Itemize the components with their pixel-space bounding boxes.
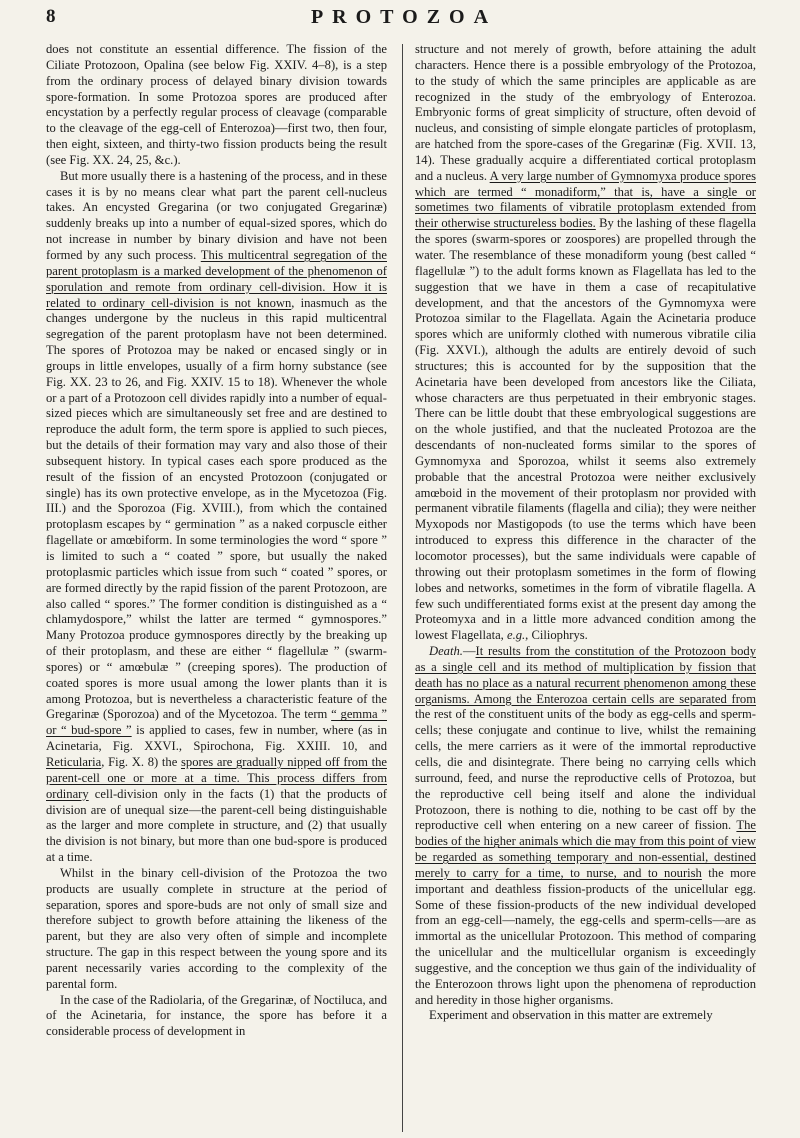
underlined-text: The bodies of the higher animals which die may from this point of view be regarded as something temporary and non-essential, destined merely to carry for a time, to nurse, and to nourish <box>415 818 756 880</box>
paragraph <box>46 42 387 169</box>
text-run: the rest of the constituent units of the body as egg-cells and sperm-cells; these conjugate and continue to live, whilst the remaining cells, the mere carriers as it were of the immortal reproductive cells, die and disintegrate. There being no carrying cells which surround, feed, and nurse the reproductive cells of Protozoa, but the reproductive cell being itself and alone the individual Protozoon, there is nothing to die, nothing to be cast off by the reproductive cell when entering on a new career of fission. <box>415 707 756 833</box>
text-run: — <box>462 644 476 659</box>
paragraph <box>46 993 387 1041</box>
text-run: Whilst in the binary cell-division of the Protozoa the two products are usually complete in structure at the period of separation, spores and spore-buds are not only of small size and therefore subject to growth before attaining the likeness of the parent, but they are also very often of simple and incomplete structure. The gap in this respect between the young spore and its parent necessarily varies according to the complexity of the parental form. <box>46 865 387 991</box>
left-column <box>46 42 387 1132</box>
text-run: , Ciliophrys. <box>525 628 588 643</box>
text-run: , Fig. X. 8) the <box>101 754 182 769</box>
text-run: structure and not merely of growth, before attaining the adult characters. Hence there is a possible embryology of the Protozoa, to the study of which the same principles are applicable as are recognized in the study of the embryology of Enterozoa. Embryonic forms of great simplicity of structure, often devoid of nucleus, and consisting of simple elongate particles of protoplasm, are hatched from the spore-cases of the Gregarinæ (Fig. XVII. 13, 14). These gradually acquire a differentiated cortical protoplasm and a nucleus. <box>415 42 756 183</box>
paragraph <box>46 866 387 993</box>
underlined-text: A very large number of Gymnomyxa produce spores which are termed “ monadiform,” that is, have a single or sometimes two filaments of vibratile protoplasm extended from their otherwise structureless bodies. <box>415 168 756 231</box>
paragraph <box>415 42 756 644</box>
text-run: the more important and deathless fission-products of the unicellular egg. Some of these fission-products of the new individual developed from an egg-cell—namely, the egg-cells and sperm-cells—are as immortal as the unicellular Protozoon. This method of comparing the unicellular and the multicellular organism is exceedingly suggestive, and the conception we thus gain of the individuality of the Enterozoon throws light upon the phenomena of reproduction and heredity in those higher organisms. <box>415 865 756 1007</box>
underlined-text: “ gemma ” or “ bud-spore ” <box>46 707 387 738</box>
text-run: But more usually there is a hastening of the process, and in these cases it is by no means clear what part the parent cell-nucleus takes. An encysted Gregarina (or two conjugated Gregarinæ) suddenly breaks up into a number of equal-sized spores, which do not increase in number by binary division and have not been formed by any such process. <box>46 168 387 262</box>
text-run: By the lashing of these flagella the spores (swarm-spores or zoospores) are propelled through the water. The resemblance of these monadiform young (best called “ flagellulæ ”) to the adult forms known as Flagellata has led to the suggestion that we have in them a case of recapitulative development, and that the ancestors of the Gymnomyxa were Protozoa similar to the Flagellata. Again the Acinetaria produce spores which are uniformly clothed with numerous vibratile cilia (Fig. XXVI.), although the adults are entirely devoid of such structures; this is accounted for by the supposition that the Acinetaria have been developed from ancestors like the Ciliata, whose characters are thus perpetuated in their embryonic stages. There can be little doubt that these embryological suggestions are on the whole justified, and that the nucleated Protozoa are the descendants of non-nucleated forms similar to the spores of Gymnomyxa and Sporozoa, whilst it seems also extremely probable that the ancestral Protozoa were neither exclusively amœboid in the movement of their protoplasm nor provided with permanent vibratile filaments (flagella and cilia); they were neither Myxopods nor Mastigopods (to use the terms which have been introduced to express this difference in the character of the locomotor processes), but the same individuals were capable of throwing out their protoplasm sometimes in the form of flowing lobes and networks, sometimes in the form of vibratile flagella. A few such undifferentiated forms exist at the present day among the Proteomyxa and in a little more advanced condition among the lowest Flagellata, <box>415 216 756 643</box>
page-header <box>46 6 762 34</box>
paragraph <box>46 169 387 866</box>
section-lead: Death. <box>429 644 463 659</box>
text-run: In the case of the Radiolaria, of the Gregarinæ, of Noctiluca, and of the Acinetaria, for instance, the spore has before it a considerable process of development in <box>46 992 387 1039</box>
right-column <box>415 42 756 1132</box>
running-title: PROTOZOA <box>310 6 498 28</box>
underlined-text: spores are gradually nipped off from the parent-cell one or more at a time. This process differs from ordinary <box>46 754 387 801</box>
text-run: is applied to cases, few in number, where (as in Acinetaria, Fig. XXVI., Spirochona, Fig. XXIII. 10, and <box>46 723 387 754</box>
text-run: cell-division only in the facts (1) that the products of division are of unequal size—the parent-cell being distinguishable as the larger and more complete in structure, and (2) that usually the division is not binary, but more than one bud-spore is produced at a time. <box>46 786 387 865</box>
underlined-text: It results from the constitution of the Protozoon body as a single cell and its method of multiplication by fission that death has no place as a natural recurrent phenomenon among these organisms. Among the Enterozoa certain cells are separated from <box>415 644 756 706</box>
column-divider <box>402 44 403 1132</box>
paragraph <box>415 1008 756 1024</box>
underlined-text: This multicentral segregation of the parent protoplasm is a marked development of the phenomenon of sporulation and remote from ordinary cell-division. How it is related to ordinary cell-division is not known <box>46 247 387 310</box>
page-number: 8 <box>46 6 56 27</box>
underlined-text: Reticularia <box>46 754 102 769</box>
text-run: Experiment and observation in this matter are extremely <box>429 1008 713 1023</box>
text-run: does not constitute an essential difference. The fission of the Ciliate Protozoon, Opalina (see below Fig. XXIV. 4–8), is a step from the ordinary process of delayed binary division towards spore-formation. In some Protozoa spores are produced after encystation by a perfectly regular process of cleavage (comparable to the cleavage of the egg-cell of Enterozoa)—first two, then four, then eight, sixteen, and thirty-two fission products being the result (see Fig. XX. 24, 25, &c.). <box>46 42 387 167</box>
italic-text: e.g. <box>506 628 526 643</box>
paragraph <box>415 644 756 1008</box>
text-run: , inasmuch as the changes undergone by the nucleus in this rapid multicentral segregation of the parent protoplasm have not been determined. The spores of Protozoa may be naked or encased singly or in groups in little envelopes, usually of a firm horny substance (see Fig. XX. 23 to 26, and Fig. XXIV. 15 to 18). Whenever the whole or a part of a Protozoon cell divides rapidly into a number of equal-sized pieces which are simultaneously set free and are destined to reproduce the adult form, the term spore is applied to such pieces, but the details of their formation may vary and also those of their subsequent history. In typical cases each spore produced as the result of the fission of an encysted Protozoon (conjugated or single) has its own protective envelope, as in the Mycetozoa (Fig. III.) and the Sporozoa (Fig. XVIII.), from which the contained protoplasm escapes by “ germination ” as a naked corpuscle either flagellate or amœbiform. In some terminologies the word “ spore ” is limited to such a “ coated ” spore, but usually the naked protoplasmic particles which issue from such “ coated ” spores, or are formed directly by the rapid fission of the parent Protozoon, are also called “ spores.” The former condition is distinguished as a “ chlamydospore,” whilst the latter are termed “ gymnospores.” Many Protozoa produce gymnospores directly by the breaking up of their protoplasm, and these are either “ flagellulæ ” (swarm-spores) or “ amœbulæ ” (creeping spores). The production of coated spores is more usual among the lower plants than it is among Protozoa, but is nevertheless a characteristic feature of the Gregarinæ (Sporozoa) and of the Mycetozoa. The term <box>46 295 387 722</box>
